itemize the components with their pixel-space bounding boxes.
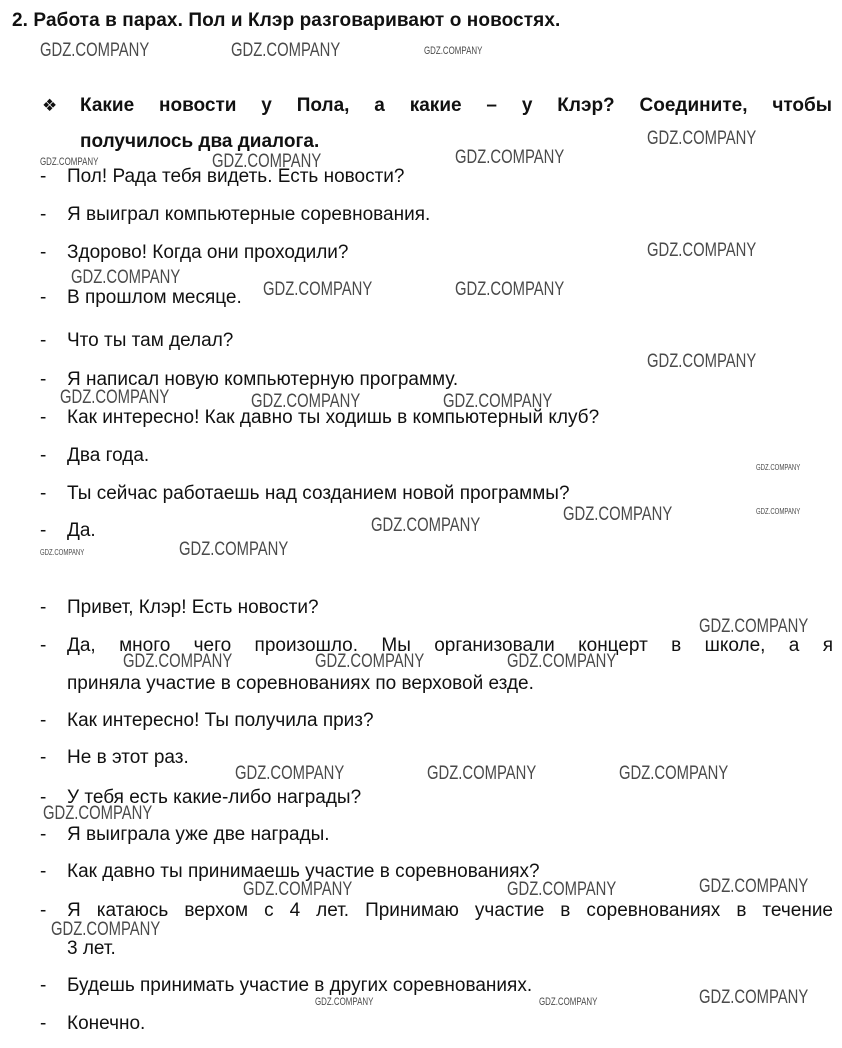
watermark: GDZ.COMPANY [40,156,99,168]
watermark: GDZ.COMPANY [235,763,345,784]
watermark: GDZ.COMPANY [60,387,170,408]
watermark: GDZ.COMPANY [315,996,374,1008]
watermark: GDZ.COMPANY [371,515,481,536]
watermark: GDZ.COMPANY [699,616,809,637]
watermark: GDZ.COMPANY [455,147,565,168]
watermark: GDZ.COMPANY [40,40,150,61]
diamond-bullet-icon: ❖ [42,96,58,115]
watermark: GDZ.COMPANY [179,539,289,560]
watermark: GDZ.COMPANY [243,879,353,900]
watermark: GDZ.COMPANY [71,267,181,288]
watermark: GDZ.COMPANY [619,763,729,784]
watermark: GDZ.COMPANY [539,996,598,1008]
exercise-heading: 2. Работа в парах. Пол и Клэр разговаривают о новостях. [12,10,561,31]
task-text-line-2: получилось два диалога. [80,131,320,152]
watermark: GDZ.COMPANY [424,45,483,57]
watermark: GDZ.COMPANY [212,151,322,172]
watermark: GDZ.COMPANY [123,651,233,672]
watermark: GDZ.COMPANY [427,763,537,784]
watermark: GDZ.COMPANY [455,279,565,300]
watermark: GDZ.COMPANY [51,919,161,940]
watermark: GDZ.COMPANY [756,463,801,472]
watermark: GDZ.COMPANY [647,240,757,261]
watermark: GDZ.COMPANY [507,651,617,672]
watermark: GDZ.COMPANY [263,279,373,300]
watermark: GDZ.COMPANY [563,504,673,525]
watermark: GDZ.COMPANY [315,651,425,672]
watermark: GDZ.COMPANY [699,987,809,1008]
watermark: GDZ.COMPANY [231,40,341,61]
watermark: GDZ.COMPANY [251,391,361,412]
watermark: GDZ.COMPANY [43,803,153,824]
watermark: GDZ.COMPANY [699,876,809,897]
task-text-line-1: Какие новости у Пола, а какие – у Клэр? Соедините, чтобы [80,95,832,116]
watermark: GDZ.COMPANY [40,548,85,557]
watermark: GDZ.COMPANY [647,128,757,149]
watermark: GDZ.COMPANY [507,879,617,900]
dialog-line: - Да, много чего произошло. Мы организовали концерт в школе, а я [40,635,833,656]
watermark: GDZ.COMPANY [443,391,553,412]
watermark: GDZ.COMPANY [756,507,801,516]
watermark: GDZ.COMPANY [647,351,757,372]
